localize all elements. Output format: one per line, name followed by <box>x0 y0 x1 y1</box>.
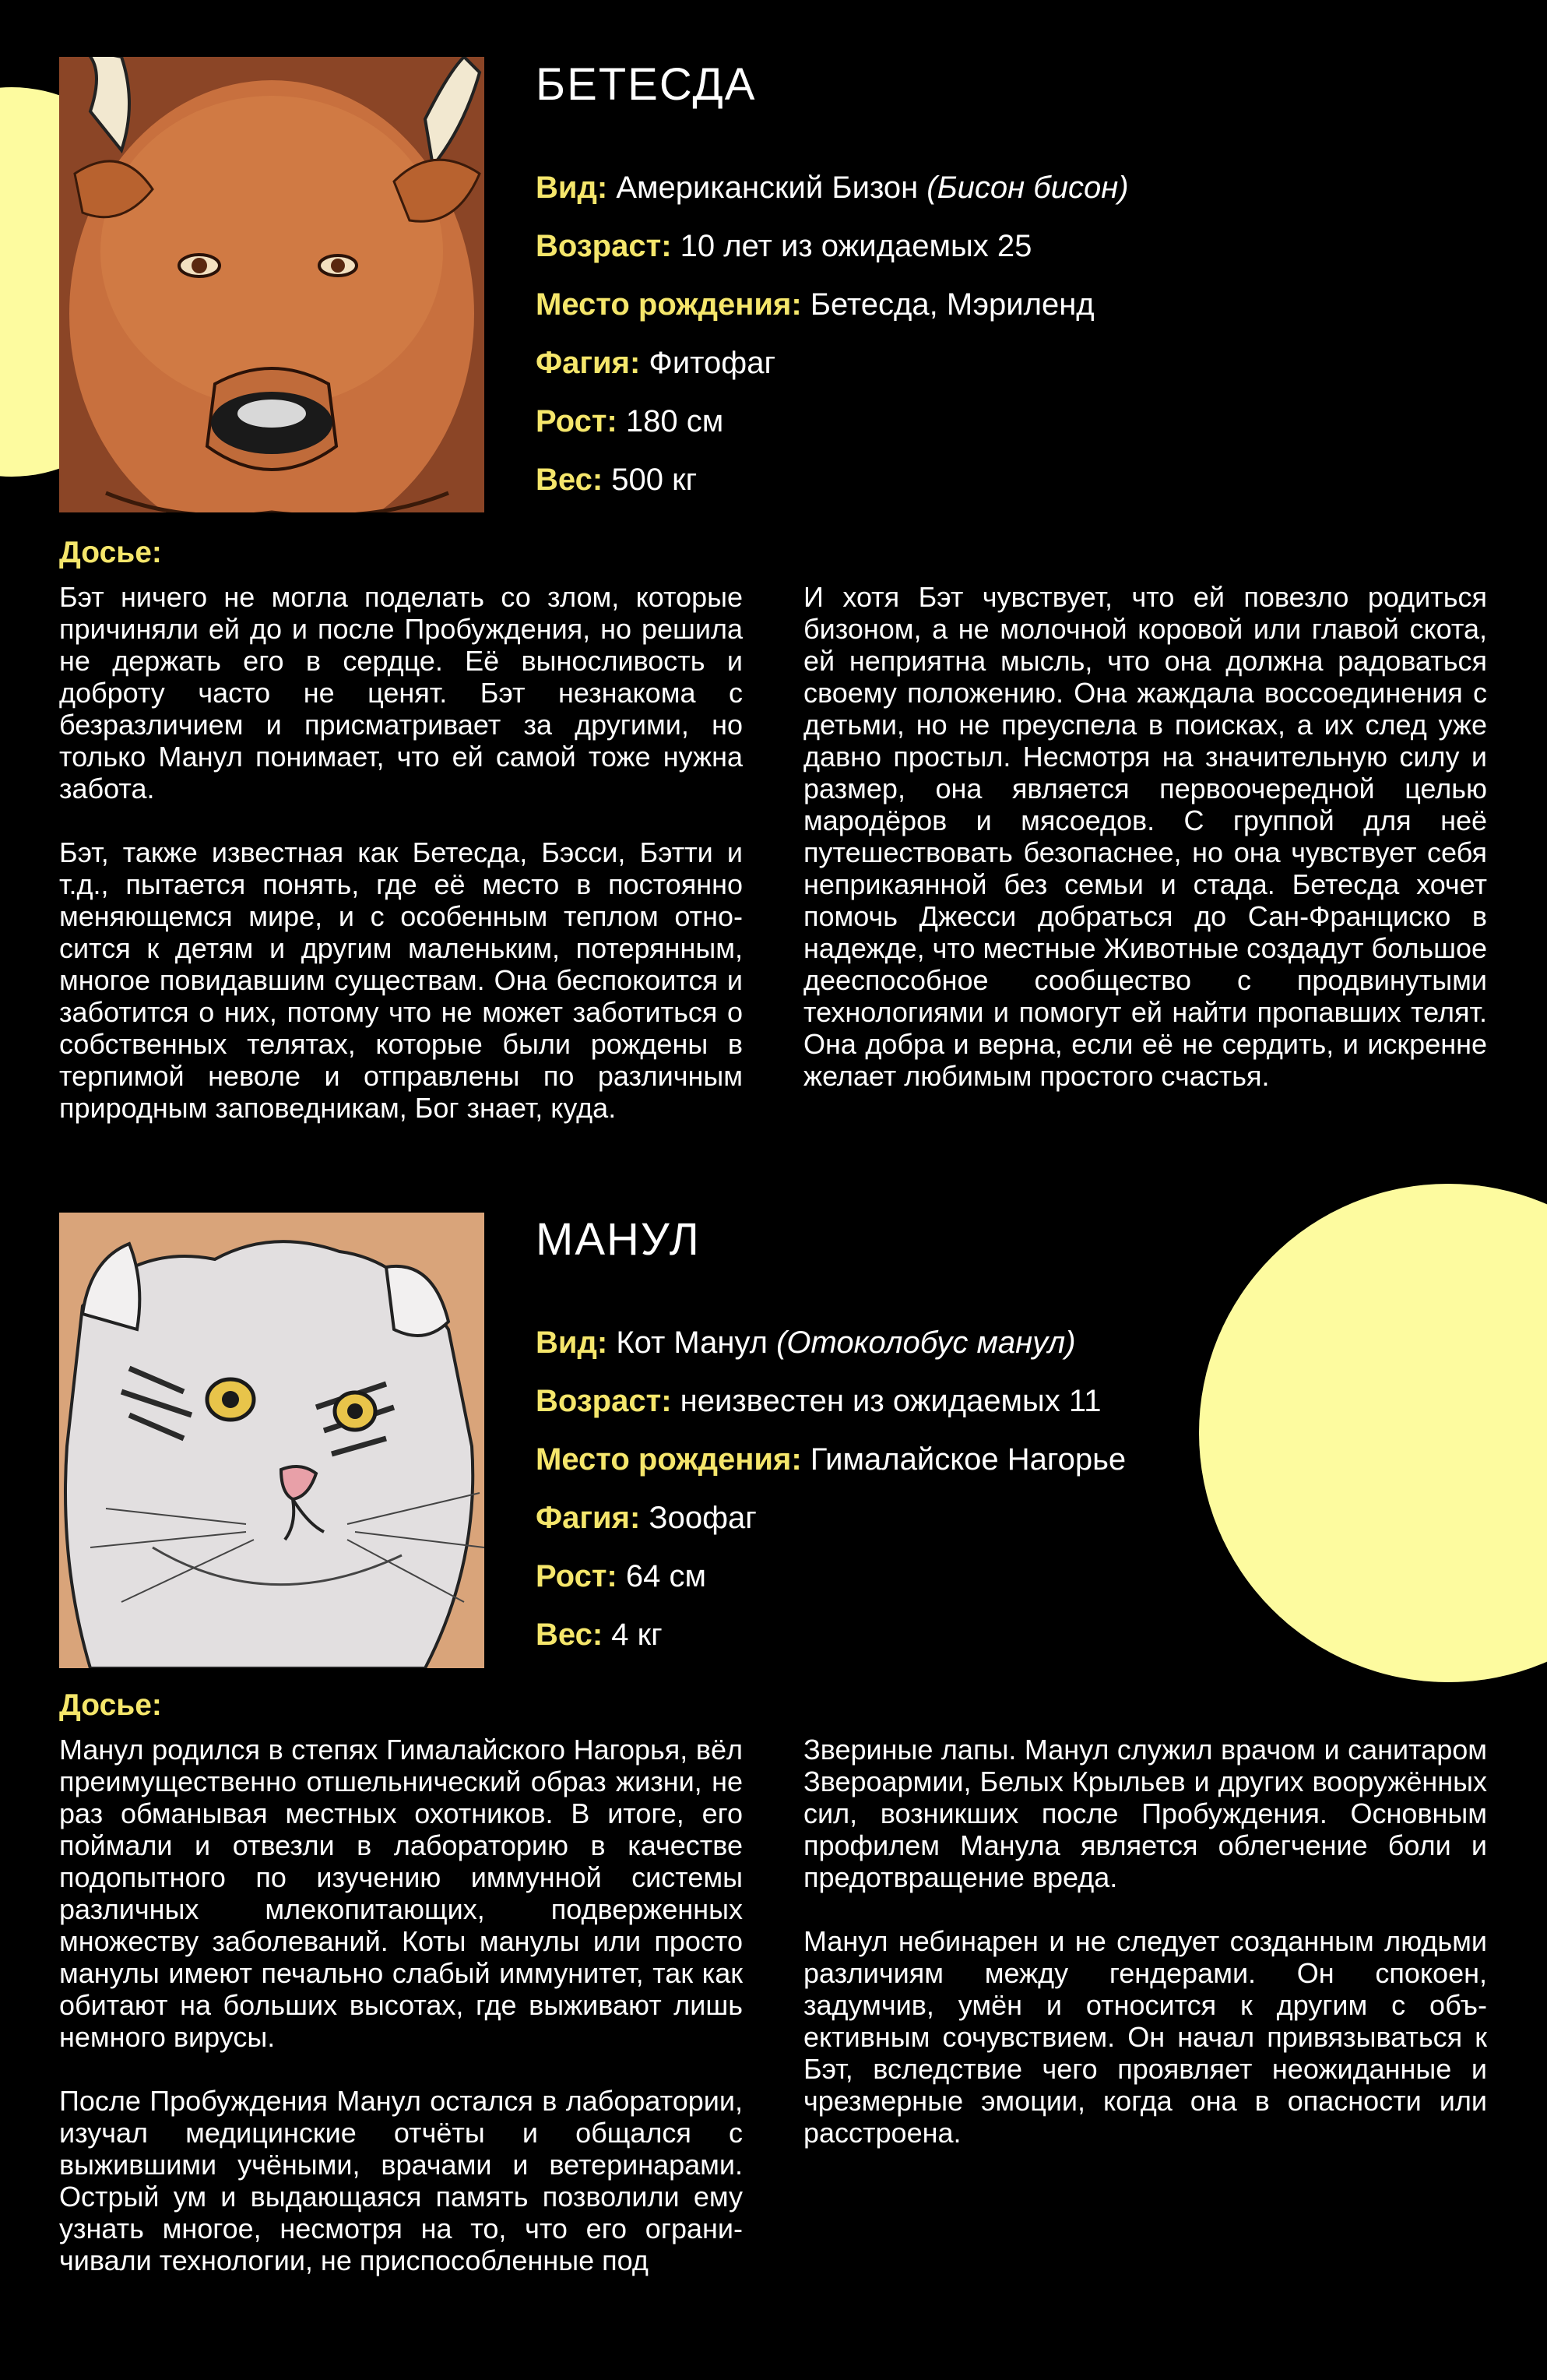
stat-height: Рост: 64 см <box>536 1559 706 1593</box>
stat-weight: Вес: 500 кг <box>536 463 698 497</box>
dossier-column-right <box>803 581 1487 1092</box>
dossier-heading: Досье: <box>59 536 162 569</box>
decor-circle-right <box>1199 1184 1547 1682</box>
stat-birthplace: Место рождения: Гималайское Нагорье <box>536 1442 1127 1477</box>
stat-diet: Фагия: Фитофаг <box>536 346 776 380</box>
dossier-column-right <box>803 1734 1487 2149</box>
stat-diet: Фагия: Зоофаг <box>536 1501 757 1535</box>
dossier-paragraph: И хотя Бэт чувствует, что ей повезло родиться бизоном, а не молочной коровой или главой скота, ей неприятна мысль, что она должна радоваться своему положению. Она жаждала воссоединения с детьми, но не преуспела в поисках, а их след уже давно простыл. Несмотря на значительную силу и размер, она является первоочередной целью мародёров и мясоедов. С группой для неё путешествовать безопаснее, но она чувствует себя неприкаянной без семьи и стада. Бетесда хочет помочь Джесси добраться до Сан-Франциско в надежде, что местные Животные создадут большое дееспособное сообщество с продвинутыми технологиями и помогут ей найти пропавших телят. Она добра и верна, если её не сердить, и искренне желает любимым простого счастья. <box>803 581 1487 1092</box>
stat-height: Рост: 180 см <box>536 404 724 438</box>
stats-list <box>536 166 1129 516</box>
stat-species: Вид: Кот Манул (Отоколобус манул) <box>536 1326 1076 1360</box>
dossier-column-left <box>59 581 743 1124</box>
stat-weight: Вес: 4 кг <box>536 1618 663 1652</box>
stats-list <box>536 1321 1126 1671</box>
pallas-cat-portrait-icon <box>59 1213 484 1668</box>
dossier-paragraph: Бэт, также известная как Бетесда, Бэсси, Бэтти и т.д., пытается понять, где её место в постоянно меняющемся мире, и с особенным теплом относится к детям и другим маленьким, потерянным, многое повидавшим существам. Она беспокоится и заботится о них, потому что не может заботиться о собственных телятах, которые были рождены в терпимой неволе и отправлены по различным природным заповедникам, Бог знает, куда. <box>59 836 743 1124</box>
profile-name: МАНУЛ <box>536 1214 701 1265</box>
stat-age: Возраст: неизвестен из ожидаемых 11 <box>536 1384 1102 1418</box>
stat-age: Возраст: 10 лет из ожидаемых 25 <box>536 229 1032 263</box>
dossier-column-left <box>59 1734 743 2276</box>
dossier-paragraph: Манул родился в степях Гималайского Нагорья, вёл преимущественно отшельнический образ жизни, не раз обманывая местных охотников. В итоге, его поймали и отвезли в лабораторию в качестве подопытного по изучению иммунной системы различных млекопитающих, подверженных множеству заболеваний. Коты манулы или просто манулы имеют печально слабый иммунитет, так как обитают на больших высотах, где выживают лишь немного вирусы. <box>59 1734 743 2053</box>
dossier-paragraph: Манул небинарен и не следует созданным людьми различиям между гендерами. Он спокоен, задумчив, умён и относится к другим с объективным сочувствием. Он начал привязываться к Бэт, вследствие чего проявляет неожиданные и чрезмерные эмоции, когда она в опасности или расстроена. <box>803 1925 1487 2149</box>
bison-portrait-icon <box>59 57 484 512</box>
dossier-paragraph: Звериные лапы. Манул служил врачом и санитаром Звероармии, Белых Крыльев и других вооружённых сил, возникших после Пробуждения. Основным профилем Манула является облегчение боли и предотвращение вреда. <box>803 1734 1487 1893</box>
dossier-heading: Досье: <box>59 1688 162 1722</box>
dossier-paragraph: После Пробуждения Манул остался в лаборатории, изучал медицинские отчёты и общался с выжившими учёными, врачами и ветеринарами. Острый ум и выдающаяся память позволили ему узнать многое, несмотря на то, что его ограничивали технологии, не приспособленные под <box>59 2085 743 2276</box>
stat-birthplace: Место рождения: Бетесда, Мэриленд <box>536 287 1095 322</box>
stat-species: Вид: Американский Бизон (Бисон бисон) <box>536 171 1129 205</box>
profile-name: БЕТЕСДА <box>536 59 757 110</box>
dossier-paragraph: Бэт ничего не могла поделать со злом, которые причиняли ей до и после Пробуждения, но решила не держать его в сердце. Её выносливость и доброту часто не ценят. Бэт незнакома с безразличием и присматривает за другими, но только Манул понимает, что ей самой тоже нужна забота. <box>59 581 743 804</box>
